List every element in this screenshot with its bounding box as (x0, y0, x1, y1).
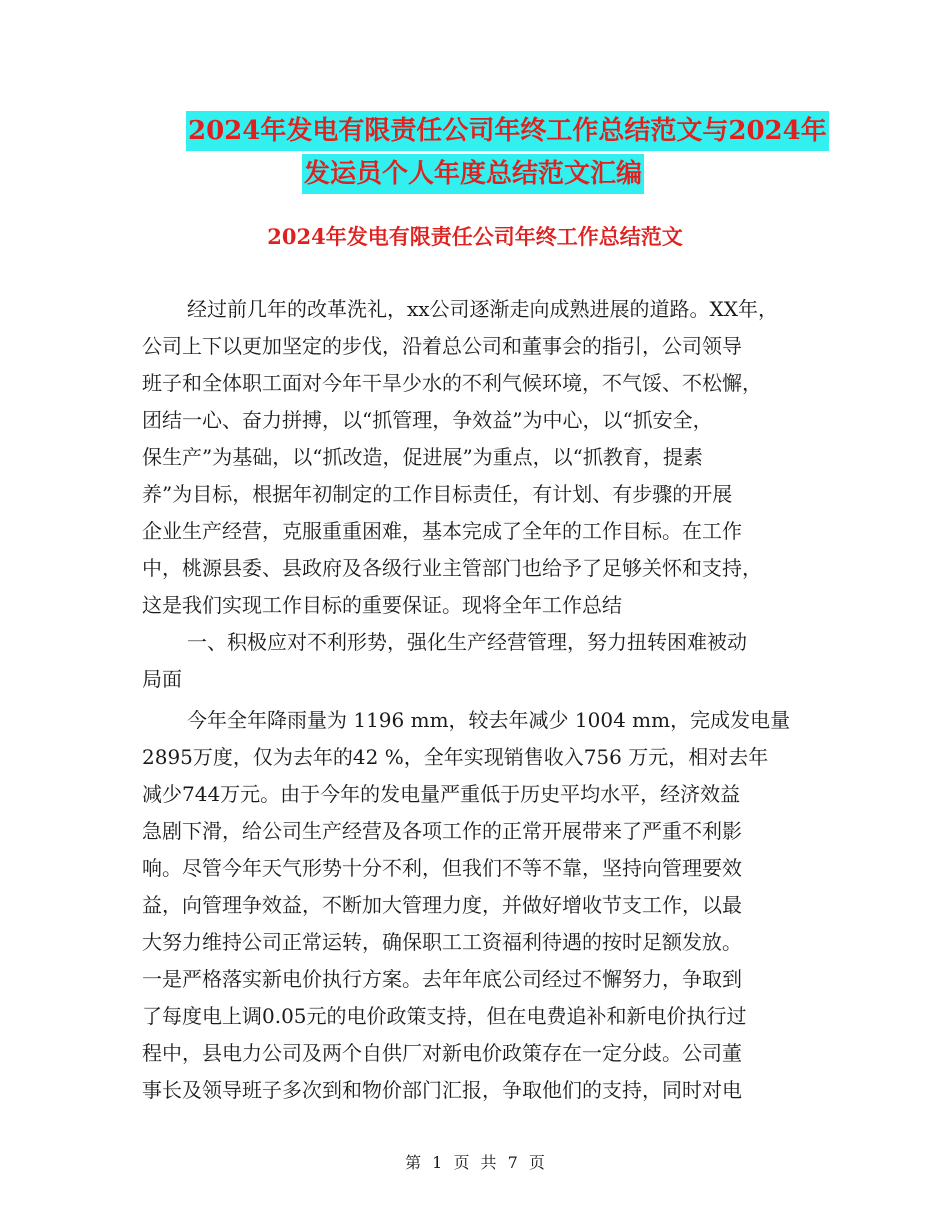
body-text-line: 急剧下滑，给公司生产经营及各项工作的正常开展带来了严重不利影 (142, 819, 742, 843)
body-text-line: 一、积极应对不利形势，强化生产经营管理，努力扭转困难被动 (187, 630, 747, 654)
document-title-line-1: 2024年发电有限责任公司年终工作总结范文与2024年 (186, 111, 829, 151)
body-text-line: 今年全年降雨量为 1196 mm，较去年减少 1004 mm，完成发电量 (187, 708, 791, 732)
body-text-line: 一是严格落实新电价执行方案。去年年底公司经过不懈努力，争取到 (142, 967, 742, 991)
body-text-line: 保生产”为基础，以“抓改造，促进展”为重点，以“抓教育，提素 (142, 445, 703, 469)
body-text-line: 事长及领导班子多次到和物价部门汇报，争取他们的支持，同时对电 (142, 1078, 742, 1102)
body-text-line: 了每度电上调0.05元的电价政策支持，但在电费追补和新电价执行过 (142, 1004, 747, 1028)
body-text-line: 中，桃源县委、县政府及各级行业主管部门也给予了足够关怀和支持， (142, 556, 762, 580)
body-text-line: 团结一心、奋力拼搏，以“抓管理，争效益”为中心，以“抓安全， (142, 408, 713, 432)
section-heading: 2024年发电有限责任公司年终工作总结范文 (267, 224, 683, 249)
page-footer: 第 1 页 共 7 页 (405, 1153, 545, 1172)
body-text-line: 大努力维持公司正常运转，确保职工工资福利待遇的按时足额发放。 (142, 930, 742, 954)
body-text-line: 益，向管理争效益，不断加大管理力度，并做好增收节支工作，以最 (142, 893, 742, 917)
body-text-line: 经过前几年的改革洗礼，xx公司逐渐走向成熟进展的道路。XX年， (187, 297, 779, 321)
body-text-line: 程中，县电力公司及两个自供厂对新电价政策存在一定分歧。公司董 (142, 1041, 742, 1065)
body-text-line: 班子和全体职工面对今年干旱少水的不利气候环境，不气馁、不松懈， (142, 371, 762, 395)
body-text-line: 养”为目标，根据年初制定的工作目标责任，有计划、有步骤的开展 (142, 482, 733, 506)
body-text-line: 响。尽管今年天气形势十分不利，但我们不等不靠，坚持向管理要效 (142, 856, 742, 880)
body-text-line: 公司上下以更加坚定的步伐，沿着总公司和董事会的指引，公司领导 (142, 334, 742, 358)
body-text-line: 减少744万元。由于今年的发电量严重低于历史平均水平，经济效益 (142, 782, 741, 806)
body-text-line: 2895万度，仅为去年的42 %，全年实现销售收入756 万元，相对去年 (142, 745, 769, 769)
body-text-line: 局面 (142, 667, 182, 691)
document-title-line-2: 发运员个人年度总结范文汇编 (302, 154, 644, 194)
body-text-line: 这是我们实现工作目标的重要保证。现将全年工作总结 (142, 593, 622, 617)
body-text-line: 企业生产经营，克服重重困难，基本完成了全年的工作目标。在工作 (142, 519, 742, 543)
